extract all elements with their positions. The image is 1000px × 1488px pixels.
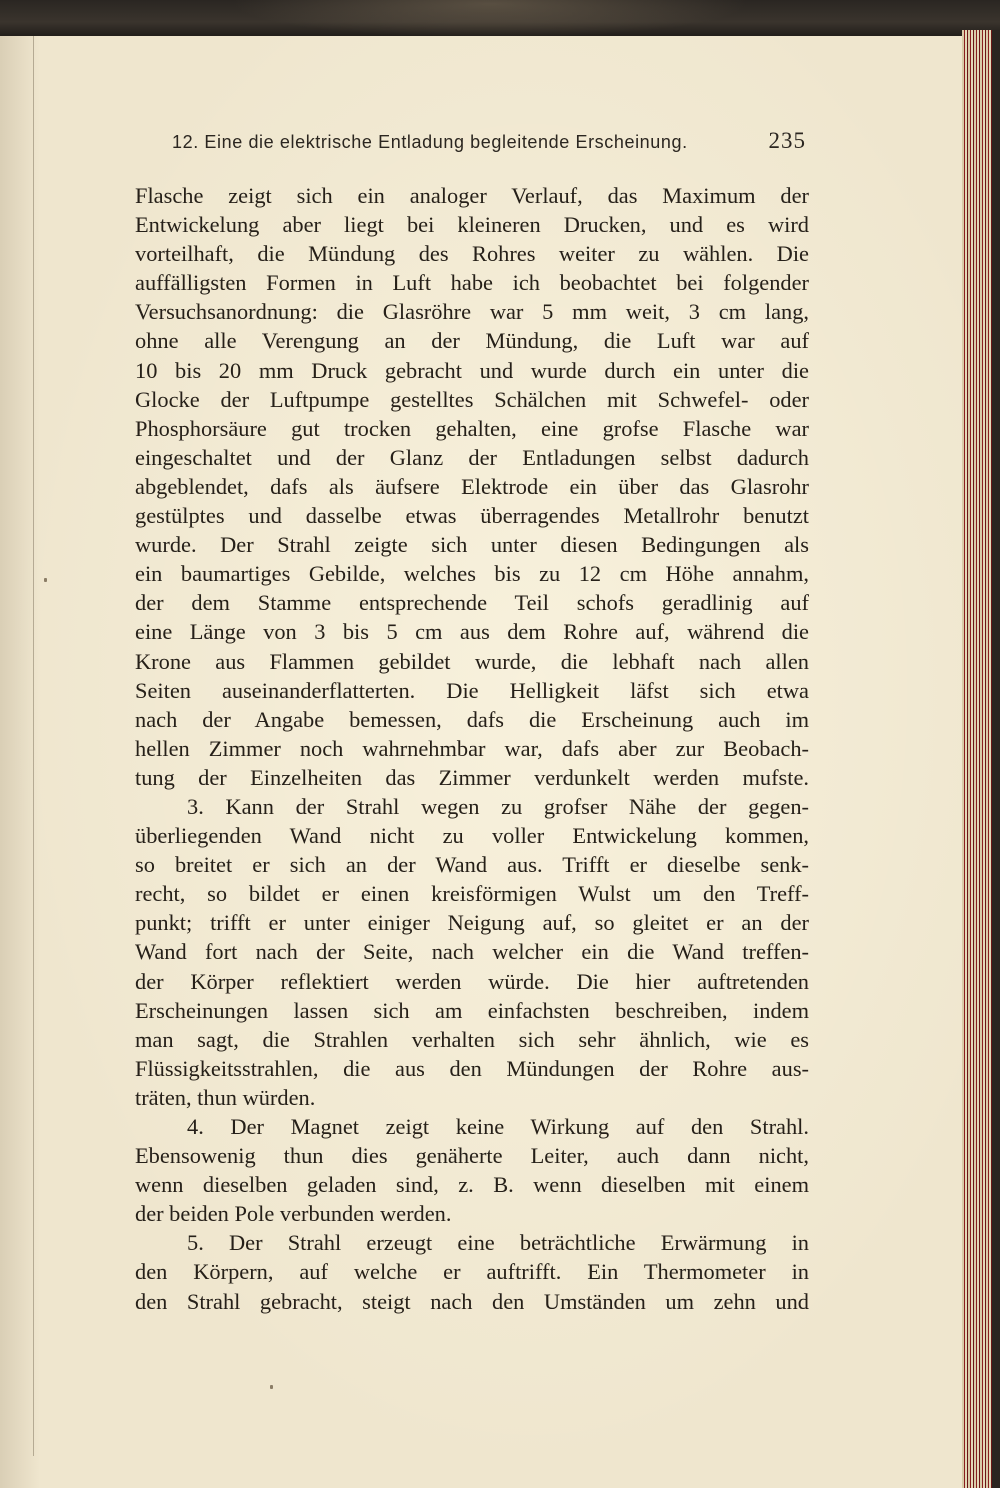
text-line: 4. Der Magnet zeigt keine Wirkung auf den Strahl. (187, 1114, 809, 1139)
text-line: eingeschaltet und der Glanz der Entladungen selbst dadurch (135, 444, 809, 470)
text-line: 5. Der Strahl erzeugt eine beträchtliche Erwärmung in (187, 1230, 809, 1256)
text-line: Erscheinungen lassen sich am einfachsten beschreiben, indem (135, 997, 809, 1023)
running-title: 12. Eine die elektrische Entladung begleitende Erscheinung. (172, 132, 688, 152)
text-line: überliegenden Wand nicht zu voller Entwickelung kommen, (135, 823, 809, 849)
text-line: Ebensowenig thun dies genäherte Leiter, auch dann nicht, (135, 1143, 809, 1169)
text-line: Entwickelung aber liegt bei kleineren Drucken, und es wird (135, 212, 809, 238)
text-line: der Körper reflektiert werden würde. Die hier auftretenden (135, 968, 809, 994)
paper-speck (270, 1385, 273, 1389)
text-line: wurde. Der Strahl zeigte sich unter diesen Bedingungen als (135, 532, 809, 558)
text-line: eine Länge von 3 bis 5 cm aus dem Rohre auf, während die (135, 619, 809, 645)
book-spine-top (0, 0, 1000, 40)
text-line: man sagt, die Strahlen verhalten sich sehr ähnlich, wie es (135, 1026, 809, 1052)
text-line: Flasche zeigt sich ein analoger Verlauf, das Maximum der (135, 183, 809, 208)
text-line: Flüssigkeitsstrahlen, die aus den Mündungen der Rohre aus- (135, 1055, 809, 1081)
text-line: punkt; trifft er unter einiger Neigung auf, so gleitet er an der (135, 910, 809, 936)
page-edges (962, 30, 1000, 1488)
page-gutter-line (33, 36, 34, 1456)
text-line: hellen Zimmer noch wahrnehmbar war, dafs aber zur Beobach- (135, 735, 809, 761)
text-line: vorteilhaft, die Mündung des Rohres weiter zu wählen. Die (135, 241, 809, 267)
text-line: auffälligsten Formen in Luft habe ich beobachtet bei folgender (135, 270, 809, 296)
text-line: gestülptes und dasselbe etwas überragendes Metallrohr benutzt (135, 503, 809, 529)
text-line: wenn dieselben geladen sind, z. B. wenn dieselben mit einem (135, 1172, 809, 1198)
text-line: tung der Einzelheiten das Zimmer verdunkelt werden mufste. (135, 764, 809, 790)
text-line: ohne alle Verengung an der Mündung, die Luft war auf (135, 328, 809, 354)
text-line: der beiden Pole verbunden werden. (135, 1201, 452, 1227)
text-line: den Körpern, auf welche er auftrifft. Ein Thermometer in (135, 1259, 809, 1285)
text-line: so breitet er sich an der Wand aus. Trifft er dieselbe senk- (135, 852, 809, 878)
text-line: den Strahl gebracht, steigt nach den Umständen um zehn und (135, 1288, 809, 1314)
text-line: abgeblendet, dafs als äufsere Elektrode ein über das Glasrohr (135, 473, 809, 499)
page-number: 235 (768, 128, 806, 153)
text-line: der dem Stamme entsprechende Teil schofs geradlinig auf (135, 590, 809, 616)
text-line: Glocke der Luftpumpe gestelltes Schälchen mit Schwefel- oder (135, 386, 809, 412)
running-header (172, 128, 806, 160)
text-line: Wand fort nach der Seite, nach welcher ein die Wand treffen- (135, 939, 809, 965)
text-line: Phosphorsäure gut trocken gehalten, eine grofse Flasche war (135, 415, 809, 441)
paper-speck (44, 578, 47, 582)
text-line: ein baumartiges Gebilde, welches bis zu 12 cm Höhe annahm, (135, 561, 809, 587)
text-line: recht, so bildet er einen kreisförmigen Wulst um den Treff- (135, 881, 809, 907)
text-line: Versuchsanordnung: die Glasröhre war 5 mm weit, 3 cm lang, (135, 299, 809, 325)
text-line: träten, thun würden. (135, 1084, 316, 1110)
text-line: Krone aus Flammen gebildet wurde, die lebhaft nach allen (135, 648, 809, 674)
text-line: 10 bis 20 mm Druck gebracht und wurde durch ein unter die (135, 357, 809, 383)
text-line: Seiten auseinanderflatterten. Die Helligkeit läfst sich etwa (135, 677, 809, 703)
text-line: 3. Kann der Strahl wegen zu grofser Nähe der gegen- (187, 793, 809, 819)
text-line: nach der Angabe bemessen, dafs die Erscheinung auch im (135, 706, 809, 732)
body-text (135, 181, 809, 1316)
